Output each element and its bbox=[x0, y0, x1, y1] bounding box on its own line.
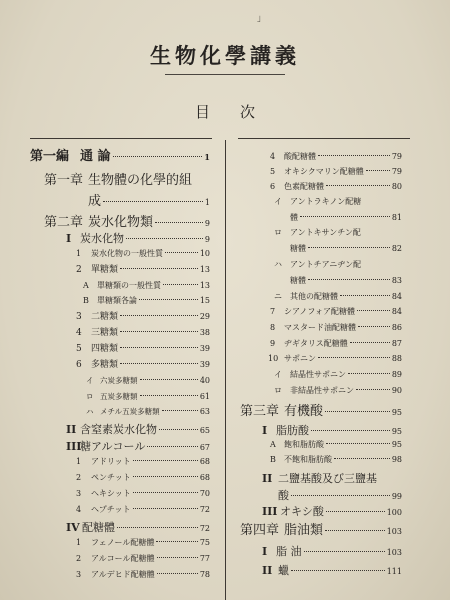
toc-entry-number: ハ bbox=[86, 407, 94, 416]
toc-entry-title: マスタード油配糖體 bbox=[284, 323, 356, 332]
toc-entry-page: 87 bbox=[391, 339, 402, 348]
toc-entry[interactable] bbox=[76, 266, 210, 275]
toc-entry-continued[interactable] bbox=[88, 195, 210, 208]
leader-dots bbox=[162, 410, 198, 411]
leader-dots bbox=[140, 395, 198, 396]
toc-entry-page: 103 bbox=[386, 548, 402, 557]
leader-dots bbox=[120, 363, 198, 364]
leader-dots bbox=[133, 492, 198, 493]
toc-entry-page: 39 bbox=[199, 360, 210, 369]
toc-entry[interactable] bbox=[66, 233, 210, 244]
toc-entry[interactable] bbox=[30, 150, 210, 163]
toc-entry-page: 65 bbox=[199, 426, 210, 435]
toc-entry-number: 3 bbox=[76, 570, 82, 579]
toc-entry-title: 炭水化物類 bbox=[88, 215, 154, 230]
toc-entry-page: 40 bbox=[199, 376, 210, 385]
toc-entry-page: 72 bbox=[199, 505, 210, 514]
toc-entry[interactable] bbox=[270, 168, 402, 176]
leader-dots bbox=[157, 573, 198, 574]
page-mark: 」 bbox=[257, 14, 267, 24]
toc-entry-number: 4 bbox=[76, 328, 82, 338]
toc-entry-title: オキシ酸 bbox=[280, 505, 324, 518]
leader-dots bbox=[358, 326, 390, 327]
toc-entry[interactable] bbox=[262, 565, 402, 576]
toc-entry-number: 第三章 bbox=[240, 404, 280, 419]
toc-entry-number: ロ bbox=[274, 228, 282, 237]
toc-entry-number: 4 bbox=[76, 505, 82, 514]
toc-entry-title: ヂギタリス配糖體 bbox=[284, 339, 348, 348]
toc-entry[interactable] bbox=[44, 174, 210, 187]
leader-dots bbox=[103, 201, 203, 202]
toc-entry-number: ニ bbox=[274, 292, 282, 301]
leader-dots bbox=[308, 247, 390, 248]
toc-entry-continued[interactable] bbox=[278, 490, 402, 501]
toc-entry-title: 飽和脂肪酸 bbox=[284, 440, 324, 449]
right-column-rule bbox=[238, 138, 410, 139]
toc-entry[interactable] bbox=[270, 324, 402, 332]
leader-dots bbox=[291, 570, 385, 571]
toc-entry-number: I bbox=[262, 545, 268, 558]
toc-entry-page: 79 bbox=[391, 152, 402, 161]
toc-entry-page: 111 bbox=[386, 567, 402, 576]
toc-entry-title: アントラキノン配糖 bbox=[290, 197, 362, 206]
toc-entry-page: 84 bbox=[391, 307, 402, 316]
toc-entry-number: II bbox=[262, 472, 273, 485]
leader-dots bbox=[120, 347, 198, 348]
toc-entry-number: ハ bbox=[274, 260, 282, 269]
toc-entry-page: 75 bbox=[199, 538, 210, 547]
toc-entry-title: 糖體 bbox=[290, 244, 306, 253]
toc-entry-title: 結晶性サポニン bbox=[290, 370, 346, 379]
toc-entry-title: 多糖類 bbox=[91, 360, 119, 370]
toc-entry-page: 90 bbox=[391, 386, 402, 395]
toc-entry-title: アントチアニヂン配 bbox=[290, 260, 362, 269]
toc-entry[interactable] bbox=[76, 250, 210, 258]
leader-dots bbox=[156, 541, 197, 542]
toc-entry[interactable] bbox=[86, 377, 210, 385]
toc-entry-title: 炭水化物の一般性質 bbox=[91, 249, 163, 258]
toc-entry-title: 單糖類各論 bbox=[97, 296, 137, 305]
toc-entry-page: 100 bbox=[386, 508, 402, 517]
toc-entry-number: 第一編 bbox=[30, 149, 70, 164]
leader-dots bbox=[304, 551, 385, 552]
leader-dots bbox=[325, 530, 385, 531]
toc-heading: 目次 bbox=[194, 103, 285, 121]
leader-dots bbox=[291, 495, 390, 496]
leader-dots bbox=[308, 279, 390, 280]
toc-entry-title: 體 bbox=[290, 213, 298, 222]
toc-entry[interactable] bbox=[76, 506, 210, 514]
column-divider bbox=[225, 140, 226, 600]
toc-entry-title: 糖體 bbox=[290, 276, 306, 285]
leader-dots bbox=[113, 156, 203, 157]
left-column-rule bbox=[30, 138, 212, 139]
toc-entry-number: 1 bbox=[76, 538, 82, 547]
toc-entry-number: 2 bbox=[76, 265, 82, 275]
toc-entry-continued[interactable] bbox=[290, 245, 402, 253]
toc-entry[interactable] bbox=[76, 474, 210, 482]
toc-entry-title: 其他の配糖體 bbox=[290, 292, 338, 301]
toc-entry[interactable] bbox=[44, 216, 210, 229]
leader-dots bbox=[326, 185, 390, 186]
toc-entry-title: 脂 油 bbox=[276, 545, 302, 558]
toc-entry-number: 10 bbox=[268, 354, 279, 363]
toc-entry-title: 糖アルコール bbox=[80, 440, 146, 453]
toc-entry[interactable] bbox=[76, 571, 210, 579]
toc-entry-title: 三糖類 bbox=[91, 328, 119, 338]
toc-entry[interactable] bbox=[86, 393, 210, 401]
leader-dots bbox=[133, 508, 198, 509]
toc-entry-number: II bbox=[262, 564, 273, 577]
toc-entry-page: 98 bbox=[391, 455, 402, 464]
leader-dots bbox=[147, 446, 197, 447]
leader-dots bbox=[165, 252, 198, 253]
toc-entry-page: 81 bbox=[391, 213, 402, 222]
toc-entry-number: 7 bbox=[270, 307, 276, 316]
toc-entry[interactable] bbox=[274, 261, 402, 269]
toc-entry-page: 68 bbox=[199, 473, 210, 482]
toc-entry-title: ヘプチット bbox=[91, 505, 131, 514]
leader-dots bbox=[300, 216, 390, 217]
toc-entry-title: 單糖類の一般性質 bbox=[97, 281, 161, 290]
toc-entry-number: III bbox=[66, 440, 82, 453]
leader-dots bbox=[350, 342, 390, 343]
toc-entry-page: 68 bbox=[199, 457, 210, 466]
toc-entry-page: 82 bbox=[391, 244, 402, 253]
toc-entry-page: 79 bbox=[391, 167, 402, 176]
toc-entry-title: 生物體の化學的組 bbox=[88, 173, 193, 188]
toc-entry-number: 2 bbox=[76, 473, 82, 482]
toc-entry[interactable] bbox=[86, 408, 210, 416]
toc-entry-title: 炭水化物 bbox=[80, 232, 124, 245]
toc-entry-number: IV bbox=[66, 521, 80, 534]
leader-dots bbox=[326, 511, 385, 512]
toc-entry-number: 6 bbox=[76, 360, 82, 370]
toc-entry-page: 67 bbox=[199, 443, 210, 452]
toc-entry-page: 95 bbox=[391, 440, 402, 449]
toc-entry[interactable] bbox=[262, 473, 402, 484]
toc-entry-page: 72 bbox=[199, 524, 210, 533]
toc-entry-number: 第四章 bbox=[240, 523, 280, 538]
toc-entry-number: 3 bbox=[76, 489, 82, 498]
toc-entry[interactable] bbox=[274, 293, 402, 301]
leader-dots bbox=[334, 458, 390, 459]
toc-entry-title: 配糖體 bbox=[82, 521, 115, 534]
toc-entry-page: 80 bbox=[391, 182, 402, 191]
toc-entry[interactable] bbox=[262, 425, 402, 436]
leader-dots bbox=[120, 268, 198, 269]
toc-entry-page: 77 bbox=[199, 554, 210, 563]
toc-entry[interactable] bbox=[270, 456, 402, 464]
toc-entry[interactable] bbox=[66, 441, 210, 452]
toc-entry-number: A bbox=[83, 281, 89, 290]
toc-entry-number: 1 bbox=[76, 249, 82, 258]
toc-entry[interactable] bbox=[268, 355, 402, 363]
toc-entry-title: アルデヒド配糖體 bbox=[91, 570, 155, 579]
toc-entry-title: メチル五炭多糖類 bbox=[100, 407, 160, 416]
leader-dots bbox=[120, 331, 198, 332]
toc-entry[interactable] bbox=[76, 345, 210, 354]
toc-entry-number: 4 bbox=[270, 152, 276, 161]
toc-entry[interactable] bbox=[262, 506, 402, 517]
toc-entry-page: 70 bbox=[199, 489, 210, 498]
toc-entry-continued[interactable] bbox=[290, 277, 402, 285]
leader-dots bbox=[117, 527, 198, 528]
toc-entry-page: 39 bbox=[199, 344, 210, 353]
toc-entry[interactable] bbox=[76, 490, 210, 498]
leader-dots bbox=[325, 411, 390, 412]
toc-entry[interactable] bbox=[270, 308, 402, 316]
toc-entry-number: I bbox=[262, 424, 268, 437]
toc-entry-number: B bbox=[83, 296, 89, 305]
toc-entry-page: 95 bbox=[391, 408, 402, 417]
toc-entry-title: 色素配糖體 bbox=[284, 182, 324, 191]
toc-entry[interactable] bbox=[83, 297, 210, 305]
toc-entry-page: 15 bbox=[199, 296, 210, 305]
toc-entry-page: 103 bbox=[386, 527, 402, 536]
toc-entry-number: 5 bbox=[76, 344, 82, 354]
leader-dots bbox=[157, 557, 198, 558]
leader-dots bbox=[163, 284, 198, 285]
leader-dots bbox=[133, 460, 198, 461]
leader-dots bbox=[133, 476, 198, 477]
toc-entry-page: 29 bbox=[199, 312, 210, 321]
toc-entry-title: 四糖類 bbox=[91, 344, 119, 354]
toc-entry-title: シアノフォア配糖體 bbox=[284, 307, 355, 316]
toc-entry[interactable] bbox=[270, 153, 402, 161]
toc-entry[interactable] bbox=[76, 329, 210, 338]
toc-entry-page: 78 bbox=[199, 570, 210, 579]
toc-entry[interactable] bbox=[76, 555, 210, 563]
leader-dots bbox=[356, 389, 390, 390]
toc-entry-number: 3 bbox=[76, 312, 82, 322]
leader-dots bbox=[126, 238, 203, 239]
toc-entry-title: 單糖類 bbox=[91, 265, 119, 275]
toc-entry-title: 蠟 bbox=[278, 564, 289, 577]
toc-entry-page: 89 bbox=[391, 370, 402, 379]
toc-entry-number: 2 bbox=[76, 554, 82, 563]
toc-entry-title: 脂油類 bbox=[284, 523, 324, 538]
toc-entry-title: オキシクマリン配糖體 bbox=[284, 167, 364, 176]
toc-entry-title: 含窒素炭水化物 bbox=[80, 423, 157, 436]
leader-dots bbox=[318, 357, 390, 358]
toc-entry-page: 38 bbox=[199, 328, 210, 337]
toc-entry[interactable] bbox=[274, 198, 402, 206]
toc-entry[interactable] bbox=[270, 340, 402, 348]
toc-entry-number: 1 bbox=[76, 457, 82, 466]
toc-entry-title: 二糖類 bbox=[91, 312, 119, 322]
toc-entry-number: イ bbox=[274, 197, 282, 206]
leader-dots bbox=[139, 299, 198, 300]
toc-entry-number: 第二章 bbox=[44, 215, 84, 230]
toc-entry-page: 63 bbox=[199, 407, 210, 416]
toc-entry[interactable] bbox=[270, 441, 402, 449]
toc-entry-number: ロ bbox=[274, 386, 282, 395]
toc-entry-continued[interactable] bbox=[290, 214, 402, 222]
toc-entry-title: 不飽和脂肪酸 bbox=[284, 455, 332, 464]
toc-entry-title: 非結晶性サポニン bbox=[290, 386, 354, 395]
toc-entry-page: 1 bbox=[204, 152, 210, 162]
leader-dots bbox=[357, 310, 390, 311]
toc-entry[interactable] bbox=[66, 522, 210, 533]
toc-entry-title: 六炭多糖類 bbox=[100, 376, 138, 385]
toc-entry[interactable] bbox=[240, 405, 402, 418]
toc-entry-page: 84 bbox=[391, 292, 402, 301]
toc-entry-page: 83 bbox=[391, 276, 402, 285]
toc-entry[interactable] bbox=[76, 313, 210, 322]
toc-entry-number: A bbox=[270, 440, 276, 449]
toc-entry[interactable] bbox=[262, 546, 402, 557]
toc-entry-number: II bbox=[66, 423, 77, 436]
leader-dots bbox=[348, 373, 390, 374]
toc-entry-title: 有機酸 bbox=[284, 404, 324, 419]
toc-entry-number: イ bbox=[274, 370, 282, 379]
toc-entry[interactable] bbox=[76, 458, 210, 466]
leader-dots bbox=[318, 155, 390, 156]
toc-entry-page: 10 bbox=[199, 249, 210, 258]
toc-entry-number: 9 bbox=[270, 339, 276, 348]
toc-entry[interactable] bbox=[66, 424, 210, 435]
toc-entry-title: 五炭多糖類 bbox=[100, 392, 138, 401]
toc-entry-number: 5 bbox=[270, 167, 276, 176]
toc-entry-title: ヘキシット bbox=[91, 489, 131, 498]
toc-entry-title: 二鹽基酸及び三鹽基 bbox=[278, 472, 377, 485]
toc-entry-page: 99 bbox=[391, 492, 402, 501]
toc-entry-number: I bbox=[66, 232, 72, 245]
leader-dots bbox=[311, 430, 390, 431]
toc-entry[interactable] bbox=[240, 524, 402, 537]
toc-entry-title: サポニン bbox=[284, 354, 316, 363]
toc-entry-number: 第一章 bbox=[44, 173, 84, 188]
toc-entry-page: 88 bbox=[391, 354, 402, 363]
title-underline bbox=[165, 74, 285, 75]
leader-dots bbox=[120, 315, 198, 316]
toc-entry-page: 86 bbox=[391, 323, 402, 332]
toc-entry-page: 13 bbox=[199, 265, 210, 274]
toc-entry-page: 9 bbox=[204, 235, 210, 244]
toc-entry-title: アドリット bbox=[91, 457, 131, 466]
toc-entry-title: アルコール配糖體 bbox=[91, 554, 155, 563]
toc-entry[interactable] bbox=[274, 229, 402, 237]
toc-entry-title: 酸 bbox=[278, 489, 289, 502]
leader-dots bbox=[140, 379, 198, 380]
toc-entry-number: ロ bbox=[86, 392, 94, 401]
toc-entry[interactable] bbox=[274, 387, 402, 395]
toc-entry[interactable] bbox=[83, 282, 210, 290]
leader-dots bbox=[155, 222, 203, 223]
toc-entry-title: アントキサンチン配 bbox=[290, 228, 361, 237]
toc-entry[interactable] bbox=[274, 371, 402, 379]
toc-entry-page: 61 bbox=[199, 392, 210, 401]
leader-dots bbox=[159, 429, 198, 430]
toc-entry-number: B bbox=[270, 455, 276, 464]
toc-entry[interactable] bbox=[76, 539, 210, 547]
toc-entry-page: 95 bbox=[391, 427, 402, 436]
toc-entry-number: III bbox=[262, 505, 278, 518]
leader-dots bbox=[366, 170, 390, 171]
toc-entry-title: 酸配糖體 bbox=[284, 152, 316, 161]
toc-entry-page: 9 bbox=[204, 219, 210, 228]
leader-dots bbox=[326, 443, 390, 444]
toc-entry-number: 6 bbox=[270, 182, 276, 191]
book-title: 生物化學講義 bbox=[150, 43, 300, 68]
toc-entry[interactable] bbox=[270, 183, 402, 191]
leader-dots bbox=[340, 295, 390, 296]
toc-entry-title: ペンチット bbox=[91, 473, 131, 482]
toc-entry-number: イ bbox=[86, 376, 94, 385]
toc-entry-title: 脂肪酸 bbox=[276, 424, 309, 437]
toc-entry-page: 1 bbox=[204, 198, 210, 207]
toc-entry-page: 13 bbox=[199, 281, 210, 290]
toc-entry-title: 通 論 bbox=[80, 149, 111, 164]
toc-entry-number: 8 bbox=[270, 323, 276, 332]
toc-entry-title: フェノール配糖體 bbox=[91, 538, 155, 547]
toc-entry[interactable] bbox=[76, 361, 210, 370]
toc-entry-title: 成 bbox=[88, 194, 102, 209]
